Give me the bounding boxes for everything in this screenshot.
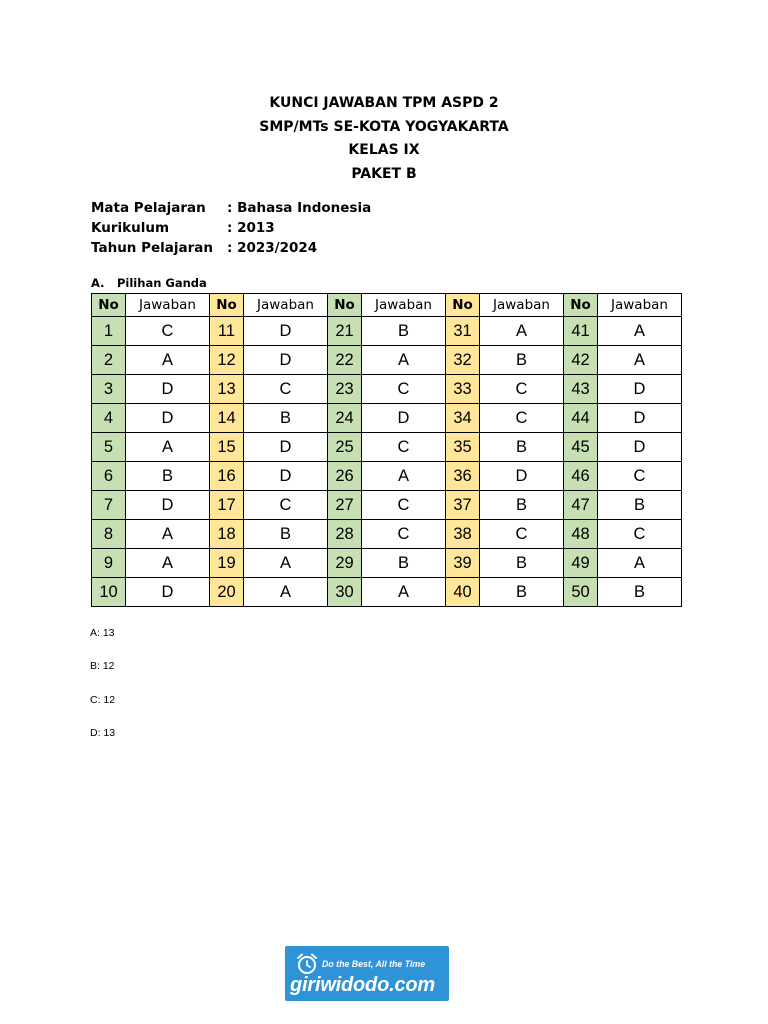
- document-title: [0, 92, 768, 186]
- answer-cell: B: [244, 404, 328, 433]
- answer-cell: C: [362, 433, 446, 462]
- title-line-3: KELAS IX: [348, 142, 420, 158]
- answer-cell: C: [126, 317, 210, 346]
- answer-cell: B: [480, 578, 564, 607]
- question-number: 30: [328, 578, 362, 607]
- header-no: No: [328, 294, 362, 317]
- question-number: 23: [328, 375, 362, 404]
- answer-cell: A: [362, 578, 446, 607]
- question-number: 45: [564, 433, 598, 462]
- header-answer: Jawaban: [126, 294, 210, 317]
- answer-cell: C: [480, 375, 564, 404]
- question-number: 42: [564, 346, 598, 375]
- question-number: 33: [446, 375, 480, 404]
- question-number: 50: [564, 578, 598, 607]
- answer-cell: D: [598, 433, 682, 462]
- question-number: 14: [210, 404, 244, 433]
- answer-cell: A: [480, 317, 564, 346]
- answer-cell: D: [598, 375, 682, 404]
- logo-brand: giriwidodo.com: [290, 974, 435, 996]
- question-number: 41: [564, 317, 598, 346]
- question-number: 11: [210, 317, 244, 346]
- answer-cell: A: [244, 549, 328, 578]
- answer-cell: B: [126, 462, 210, 491]
- table-row: [92, 578, 682, 607]
- question-number: 34: [446, 404, 480, 433]
- table-row: [92, 549, 682, 578]
- table-row: [92, 433, 682, 462]
- answer-cell: C: [480, 520, 564, 549]
- question-number: 43: [564, 375, 598, 404]
- meta-label: Tahun Pelajaran: [91, 240, 214, 256]
- section-title: Pilihan Ganda: [117, 276, 207, 290]
- answer-cell: B: [480, 549, 564, 578]
- question-number: 13: [210, 375, 244, 404]
- answer-cell: D: [362, 404, 446, 433]
- question-number: 26: [328, 462, 362, 491]
- answer-cell: A: [126, 549, 210, 578]
- logo-tagline: Do the Best, All the Time: [322, 959, 426, 969]
- question-number: 5: [92, 433, 126, 462]
- meta-value: : 2013: [227, 220, 275, 236]
- answer-cell: B: [598, 491, 682, 520]
- answer-distribution: [90, 620, 115, 753]
- question-number: 2: [92, 346, 126, 375]
- question-number: 9: [92, 549, 126, 578]
- stat-a: A: 13: [90, 627, 115, 639]
- table-row: [92, 404, 682, 433]
- title-line-4: PAKET B: [351, 165, 417, 182]
- answer-cell: D: [244, 317, 328, 346]
- question-number: 46: [564, 462, 598, 491]
- question-number: 35: [446, 433, 480, 462]
- table-row: [92, 317, 682, 346]
- answer-cell: A: [126, 346, 210, 375]
- answer-cell: A: [126, 433, 210, 462]
- question-number: 7: [92, 491, 126, 520]
- question-number: 49: [564, 549, 598, 578]
- question-number: 47: [564, 491, 598, 520]
- answer-cell: D: [598, 404, 682, 433]
- answer-cell: A: [362, 462, 446, 491]
- stat-b: B: 12: [90, 660, 115, 673]
- stat-d: D: 13: [90, 726, 116, 739]
- title-line-2: SMP/MTs SE-KOTA YOGYAKARTA: [259, 118, 509, 135]
- question-number: 25: [328, 433, 362, 462]
- header-no: No: [564, 294, 598, 317]
- question-number: 48: [564, 520, 598, 549]
- meta-subject: [91, 198, 371, 218]
- header-no: No: [92, 294, 126, 317]
- question-number: 32: [446, 346, 480, 375]
- header-no: No: [446, 294, 480, 317]
- question-number: 3: [92, 375, 126, 404]
- answer-cell: C: [598, 520, 682, 549]
- section-heading: [91, 276, 207, 290]
- question-number: 38: [446, 520, 480, 549]
- answer-cell: D: [480, 462, 564, 491]
- question-number: 20: [210, 578, 244, 607]
- question-number: 4: [92, 404, 126, 433]
- answer-cell: A: [362, 346, 446, 375]
- answer-cell: B: [362, 317, 446, 346]
- question-number: 29: [328, 549, 362, 578]
- question-number: 28: [328, 520, 362, 549]
- answer-cell: A: [598, 549, 682, 578]
- table-row: [92, 520, 682, 549]
- question-number: 24: [328, 404, 362, 433]
- question-number: 16: [210, 462, 244, 491]
- answer-cell: B: [598, 578, 682, 607]
- meta-label: Kurikulum: [91, 220, 170, 236]
- meta-label: Mata Pelajaran: [91, 200, 206, 216]
- answer-cell: C: [362, 375, 446, 404]
- question-number: 21: [328, 317, 362, 346]
- answer-cell: C: [598, 462, 682, 491]
- answer-cell: A: [126, 520, 210, 549]
- answer-cell: D: [126, 375, 210, 404]
- question-number: 18: [210, 520, 244, 549]
- question-number: 44: [564, 404, 598, 433]
- question-number: 17: [210, 491, 244, 520]
- header-answer: Jawaban: [244, 294, 328, 317]
- header-answer: Jawaban: [362, 294, 446, 317]
- table-header-row: [92, 294, 682, 317]
- header-answer: Jawaban: [480, 294, 564, 317]
- giriwidodo-logo: [285, 946, 449, 1001]
- answer-cell: C: [244, 375, 328, 404]
- question-number: 31: [446, 317, 480, 346]
- answer-cell: A: [244, 578, 328, 607]
- meta-value: : 2023/2024: [227, 240, 318, 256]
- answer-cell: D: [126, 404, 210, 433]
- answer-cell: D: [244, 433, 328, 462]
- table-body: [92, 317, 682, 607]
- answer-cell: D: [126, 578, 210, 607]
- table-row: [92, 346, 682, 375]
- table-row: [92, 375, 682, 404]
- meta-school-year: [91, 238, 371, 258]
- answer-cell: A: [598, 317, 682, 346]
- table-row: [92, 491, 682, 520]
- question-number: 39: [446, 549, 480, 578]
- header-no: No: [210, 294, 244, 317]
- question-number: 22: [328, 346, 362, 375]
- meta-value: : Bahasa Indonesia: [227, 200, 372, 216]
- answer-cell: B: [480, 433, 564, 462]
- answer-cell: C: [362, 520, 446, 549]
- answer-cell: B: [480, 346, 564, 375]
- meta-curriculum: [91, 218, 371, 238]
- header-answer: Jawaban: [598, 294, 682, 317]
- question-number: 10: [92, 578, 126, 607]
- answer-cell: A: [598, 346, 682, 375]
- question-number: 36: [446, 462, 480, 491]
- question-number: 12: [210, 346, 244, 375]
- answer-key-table: [91, 293, 682, 607]
- answer-cell: D: [126, 491, 210, 520]
- question-number: 1: [92, 317, 126, 346]
- stat-c: C: 12: [90, 693, 116, 706]
- question-number: 19: [210, 549, 244, 578]
- question-number: 6: [92, 462, 126, 491]
- answer-cell: B: [244, 520, 328, 549]
- answer-cell: D: [244, 346, 328, 375]
- question-number: 37: [446, 491, 480, 520]
- answer-cell: D: [244, 462, 328, 491]
- answer-cell: C: [480, 404, 564, 433]
- section-letter: A.: [91, 276, 105, 290]
- question-number: 40: [446, 578, 480, 607]
- answer-cell: B: [480, 491, 564, 520]
- title-line-1: KUNCI JAWABAN TPM ASPD 2: [269, 95, 499, 111]
- answer-cell: C: [244, 491, 328, 520]
- table-row: [92, 462, 682, 491]
- document-meta: [91, 198, 371, 258]
- answer-cell: B: [362, 549, 446, 578]
- question-number: 8: [92, 520, 126, 549]
- alarm-clock-icon: [295, 952, 319, 976]
- question-number: 27: [328, 491, 362, 520]
- question-number: 15: [210, 433, 244, 462]
- answer-cell: C: [362, 491, 446, 520]
